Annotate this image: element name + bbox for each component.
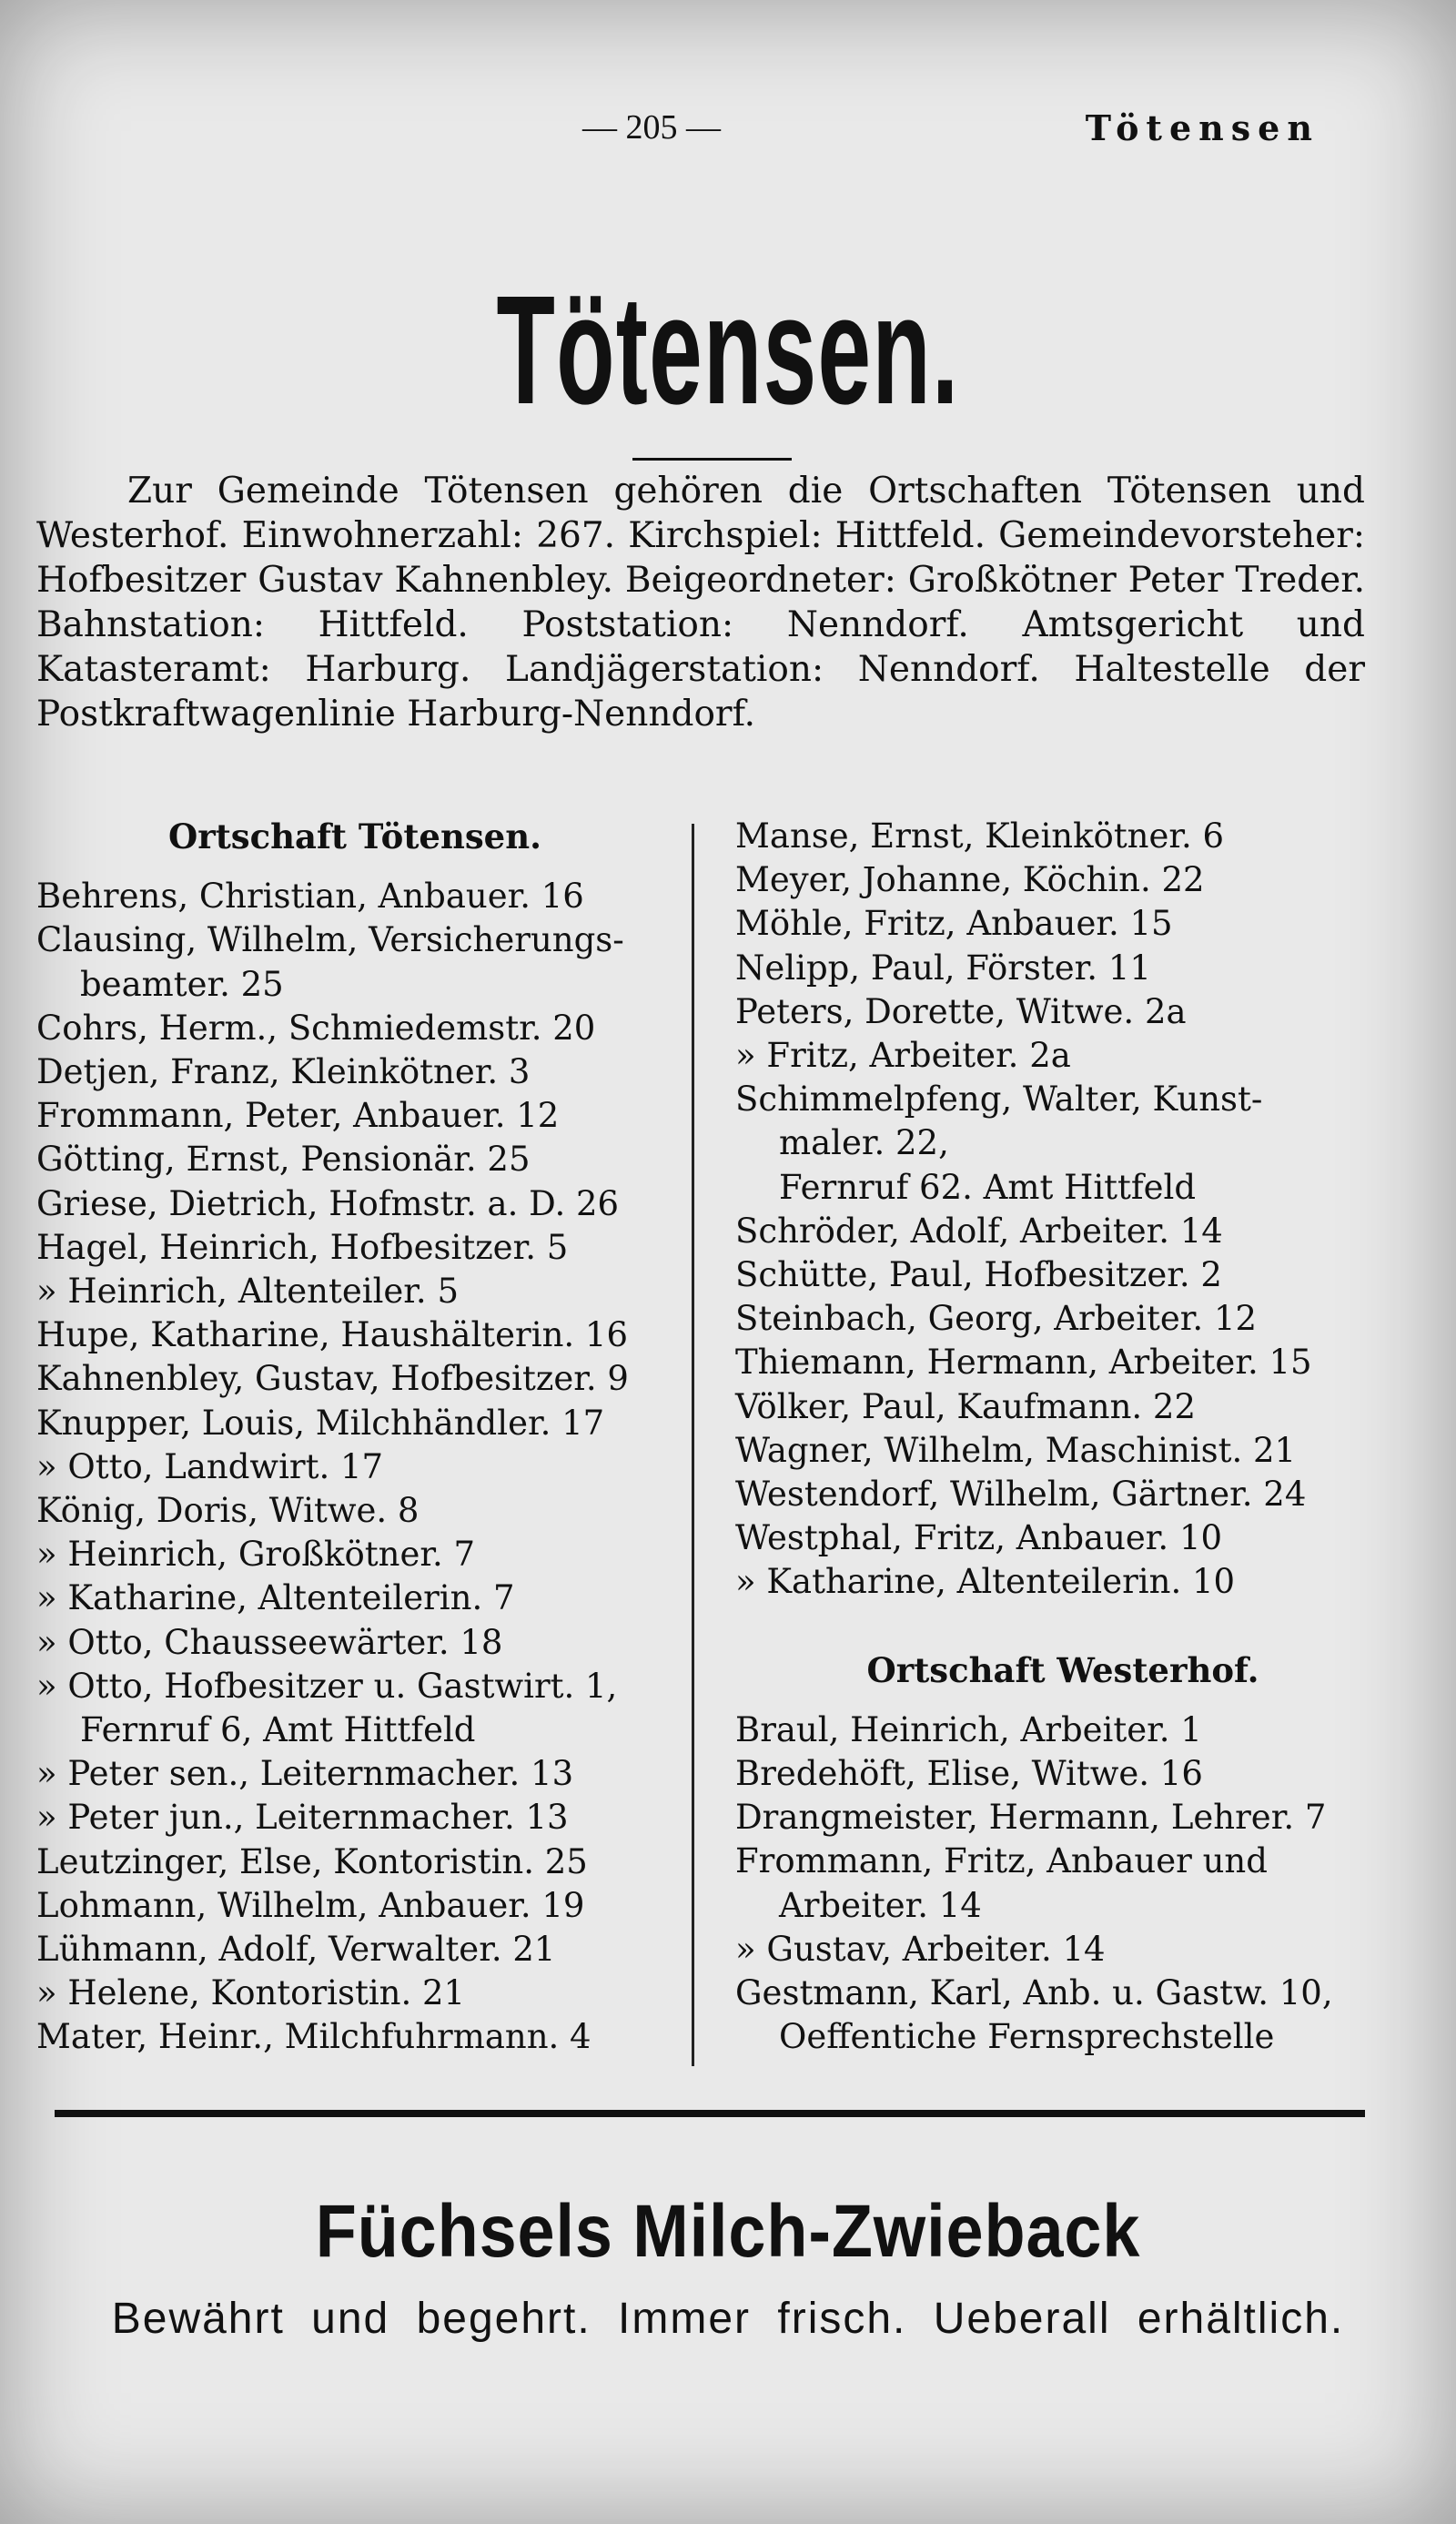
list-item: Schröder, Adolf, Arbeiter. 14 [735,1211,1223,1251]
list-item: Bredehöft, Elise, Witwe. 16 [735,1754,1203,1794]
list-item: König, Doris, Witwe. 8 [36,1491,420,1531]
list-item: Hupe, Katharine, Haushälterin. 16 [36,1315,629,1355]
list-item: » Katharine, Altenteilerin. 7 [36,1578,515,1618]
list-item: » Gustav, Arbeiter. 14 [735,1929,1106,1969]
list-item: » Helene, Kontoristin. 21 [36,1973,466,2013]
page-title: Tötensen. [496,264,960,437]
list-item: Detjen, Franz, Kleinkötner. 3 [36,1052,531,1092]
list-item: » Heinrich, Großkötner. 7 [36,1535,476,1575]
section-heading-toetensen: Ortschaft Tötensen. [167,816,542,857]
list-item: Knupper, Louis, Milchhändler. 17 [36,1403,605,1443]
page-number: — 205 — [582,108,721,147]
list-item: Manse, Ernst, Kleinkötner. 6 [735,816,1225,856]
list-item: Meyer, Johanne, Köchin. 22 [735,860,1205,900]
list-item: » Peter sen., Leiternmacher. 13 [36,1754,574,1794]
list-item: Nelipp, Paul, Förster. 11 [735,948,1151,988]
advertisement-title: Füchsels Milch-Zwieback [315,2190,1141,2273]
list-item: Lohmann, Wilhelm, Anbauer. 19 [36,1885,585,1925]
list-item: Hagel, Heinrich, Hofbesitzer. 5 [36,1227,569,1267]
list-item: Frommann, Peter, Anbauer. 12 [36,1096,560,1136]
list-item-continuation: maler. 22, [779,1123,949,1163]
section-heading-westerhof: Ortschaft Westerhof. [866,1649,1259,1690]
list-item: Schimmelpfeng, Walter, Kunst- [735,1080,1263,1120]
list-item: Steinbach, Georg, Arbeiter. 12 [735,1299,1258,1339]
right-column [735,815,1390,2059]
list-item: Clausing, Wilhelm, Versicherungs- [36,920,624,960]
list-item-continuation: beamter. 25 [80,964,284,1004]
list-item: Wagner, Wilhelm, Maschinist. 21 [735,1430,1297,1470]
list-item: Götting, Ernst, Pensionär. 25 [36,1140,531,1180]
advertisement-tagline: Bewährt und begehrt. Immer frisch. Ueberall erhältlich. [111,2295,1345,2343]
list-item: Peters, Dorette, Witwe. 2a [735,991,1187,1031]
list-item: » Otto, Hofbesitzer u. Gastwirt. 1, [36,1666,618,1706]
page-header [0,107,1456,162]
list-item: Thiemann, Hermann, Arbeiter. 15 [735,1343,1312,1383]
left-column [36,815,673,2060]
list-item: Möhle, Fritz, Anbauer. 15 [735,904,1173,944]
list-item-continuation: Oeffentiche Fernsprechstelle [779,2017,1275,2057]
list-item: Völker, Paul, Kaufmann. 22 [735,1386,1197,1426]
list-item: Kahnenbley, Gustav, Hofbesitzer. 9 [36,1359,629,1399]
list-item: Leutzinger, Else, Kontoristin. 25 [36,1841,588,1881]
list-item: » Otto, Chausseewärter. 18 [36,1622,503,1662]
list-item-continuation: Fernruf 62. Amt Hittfeld [779,1167,1197,1207]
list-item-continuation: Arbeiter. 14 [779,1885,982,1925]
intro-text: Zur Gemeinde Tötensen gehören die Ortschaften Tötensen und Westerhof. Einwohnerzahl: 267. Kirchspiel: Hittfeld. Gemeindevorsteher: Hofbesitzer Gustav Kahnenbley. Beigeordneter: Großkötner Peter Treder. Bahnstation: Hittfeld. Poststation: Nenndorf. Amtsgericht und Katasteramt: Harburg. Landjägerstation: Nenndorf. Haltestelle der Postkraftwagenlinie Harburg-Nenndorf. [36,471,1365,735]
advertisement-rule [55,2110,1365,2117]
list-item-continuation: Fernruf 6, Amt Hittfeld [80,1710,476,1750]
list-item: Drangmeister, Hermann, Lehrer. 7 [735,1798,1327,1838]
list-item: Lühmann, Adolf, Verwalter. 21 [36,1930,556,1970]
list-item: » Fritz, Arbeiter. 2a [735,1036,1071,1076]
column-divider [692,824,694,2066]
list-item: Griese, Dietrich, Hofmstr. a. D. 26 [36,1183,620,1223]
list-item: » Otto, Landwirt. 17 [36,1446,384,1486]
title-rule [632,458,792,461]
list-item: Cohrs, Herm., Schmiedemstr. 20 [36,1008,596,1048]
list-item: Westendorf, Wilhelm, Gärtner. 24 [735,1475,1307,1515]
list-item: » Heinrich, Altenteiler. 5 [36,1272,459,1312]
running-head: Tötensen [1085,107,1320,148]
list-item: » Peter jun., Leiternmacher. 13 [36,1798,569,1838]
list-item: Schütte, Paul, Hofbesitzer. 2 [735,1255,1222,1295]
list-item: Mater, Heinr., Milchfuhrmann. 4 [36,2017,592,2057]
intro-paragraph [36,469,1365,736]
list-item: » Katharine, Altenteilerin. 10 [735,1562,1236,1602]
list-item: Gestmann, Karl, Anb. u. Gastw. 10, [735,1973,1333,2013]
list-item: Frommann, Fritz, Anbauer und [735,1841,1268,1881]
list-item: Behrens, Christian, Anbauer. 16 [36,877,584,917]
list-item: Westphal, Fritz, Anbauer. 10 [735,1518,1223,1558]
list-item: Braul, Heinrich, Arbeiter. 1 [735,1709,1202,1749]
